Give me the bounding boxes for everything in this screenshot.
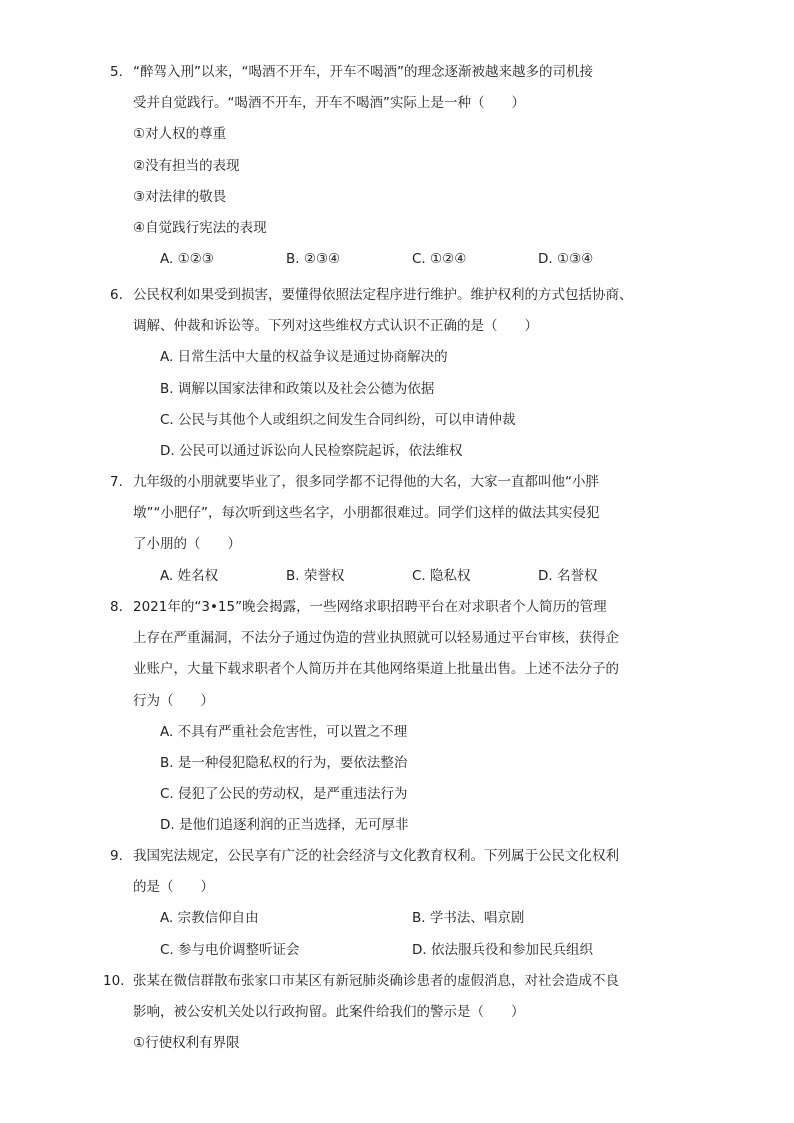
option-d[interactable]: D. 名誉权 bbox=[538, 567, 598, 584]
option-d[interactable]: D. 是他们追逐利润的正当选择，无可厚非 bbox=[160, 817, 409, 834]
option-d[interactable]: D. 依法服兵役和参加民兵组织 bbox=[412, 941, 593, 958]
question-stem-line: 九年级的小朋就要毕业了，很多同学都不记得他的大名，大家一直都叫他“小胖 bbox=[133, 474, 599, 490]
option-d[interactable]: D. ①③④ bbox=[538, 251, 594, 268]
question-10 bbox=[103, 966, 673, 1060]
statement-item: ②没有担当的表现 bbox=[133, 157, 240, 174]
option-b[interactable]: B. 荣誉权 bbox=[286, 567, 345, 584]
option-c[interactable]: C. 公民与其他个人或组织之间发生合同纠纷，可以申请仲裁 bbox=[160, 411, 516, 428]
question-stem-line: 受并自觉践行。“喝酒不开车，开车不喝酒”实际上是一种（ ） bbox=[133, 95, 525, 112]
option-a[interactable]: A. 姓名权 bbox=[160, 567, 219, 584]
option-c[interactable]: C. 参与电价调整听证会 bbox=[160, 941, 300, 958]
option-a[interactable]: A. ①②③ bbox=[160, 251, 214, 268]
statement-item: ①行使权利有界限 bbox=[133, 1035, 240, 1052]
question-6 bbox=[110, 280, 673, 467]
option-a[interactable]: A. 宗教信仰自由 bbox=[160, 910, 259, 927]
option-a[interactable]: A. 不具有严重社会危害性，可以置之不理 bbox=[160, 723, 408, 740]
question-stem-line: 张某在微信群散布张家口市某区有新冠肺炎确诊患者的虚假消息，对社会造成不良 bbox=[133, 973, 619, 989]
question-stem-line: 公民权利如果受到损害，要懂得依照法定程序进行维护。维护权利的方式包括协商、 bbox=[133, 287, 633, 303]
option-c[interactable]: C. 隐私权 bbox=[412, 567, 471, 584]
question-8 bbox=[110, 592, 673, 842]
question-number: 10. bbox=[103, 973, 125, 989]
statement-item: ③对法律的敬畏 bbox=[133, 188, 227, 205]
option-a[interactable]: A. 日常生活中大量的权益争议是通过协商解决的 bbox=[160, 349, 448, 366]
question-stem-line: 了小朋的（ ） bbox=[133, 536, 241, 553]
statement-item: ④自觉践行宪法的表现 bbox=[133, 219, 267, 236]
question-stem-line: 行为（ ） bbox=[133, 692, 214, 709]
question-5 bbox=[110, 57, 673, 275]
option-b[interactable]: B. 调解以国家法律和政策以及社会公德为依据 bbox=[160, 380, 435, 397]
option-b[interactable]: B. 是一种侵犯隐私权的行为，要依法整治 bbox=[160, 754, 408, 771]
question-stem-line: 上存在严重漏洞，不法分子通过伪造的营业执照就可以轻易通过平台审核，获得企 bbox=[133, 630, 619, 647]
answer-options bbox=[133, 244, 673, 275]
option-c[interactable]: C. ①②④ bbox=[412, 251, 467, 268]
option-b[interactable]: B. ②③④ bbox=[286, 251, 341, 268]
question-stem-line: 2021年的“3•15”晚会揭露，一些网络求职招聘平台在对求职者个人简历的管理 bbox=[133, 599, 607, 615]
option-c[interactable]: C. 侵犯了公民的劳动权，是严重违法行为 bbox=[160, 786, 408, 803]
answer-options bbox=[133, 561, 673, 592]
question-stem-line: 我国宪法规定，公民享有广泛的社会经济与文化教育权利。下列属于公民文化权利 bbox=[133, 848, 619, 864]
question-stem-line: 业账户，大量下载求职者个人简历并在其他网络渠道上批量出售。上述不法分子的 bbox=[133, 661, 619, 678]
question-stem-line: 影响，被公安机关处以行政拘留。此案件给我们的警示是（ ） bbox=[133, 1004, 525, 1021]
question-stem-line: 的是（ ） bbox=[133, 879, 214, 896]
question-number: 7. bbox=[110, 474, 123, 490]
question-number: 6. bbox=[110, 287, 123, 303]
question-stem-line: 调解、仲裁和诉讼等。下列对这些维权方式认识不正确的是（ ） bbox=[133, 318, 538, 335]
question-number: 9. bbox=[110, 848, 123, 864]
option-b[interactable]: B. 学书法、唱京剧 bbox=[412, 910, 525, 927]
question-stem-line: 墩”“小肥仔”，每次听到这些名字，小朋都很难过。同学们这样的做法其实侵犯 bbox=[133, 505, 600, 522]
question-7 bbox=[110, 467, 673, 592]
answer-options-row bbox=[133, 935, 673, 966]
option-d[interactable]: D. 公民可以通过诉讼向人民检察院起诉，依法维权 bbox=[160, 442, 463, 459]
question-number: 8. bbox=[110, 599, 123, 615]
question-stem-line: “醉驾入刑”以来，“喝酒不开车，开车不喝酒”的理念逐渐被越来越多的司机接 bbox=[133, 64, 593, 80]
question-number: 5. bbox=[110, 64, 123, 80]
statement-item: ①对人权的尊重 bbox=[133, 126, 227, 143]
question-9 bbox=[110, 841, 673, 966]
answer-options-row bbox=[133, 903, 673, 934]
